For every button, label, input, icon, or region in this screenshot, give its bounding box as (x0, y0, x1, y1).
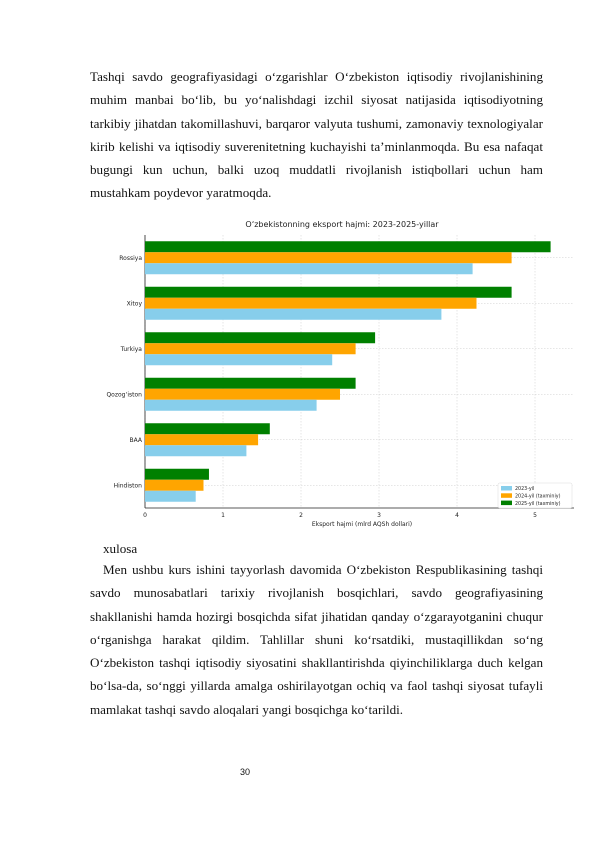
chart-gridlines (145, 235, 574, 508)
y-tick-label: Xitoy (126, 300, 142, 308)
body-paragraph-2: Men ushbu kurs ishini tayyorlash davomida O‘zbekiston Respublikasining tashqi savdo munosabatlari tarixiy rivojlanish bosqichlari, savdo geografiyasining shakllanishi hamda hozirgi bosqichda sifat jihatidan qanday o‘zgarayotganini chuqur o‘rganishga harakat qildim. Tahlillar shuni ko‘rsatdiki, mustaqillikdan so‘ng O‘zbekiston tashqi iqtisodiy siyosatini shakllantirishda qiyinchiliklarga duch kelgan bo‘lsa-da, so‘nggi yillarda amalga oshirilayotgan ochiq va faol tashqi siyosat tufayli mamlakat tashqi savdo aloqalari yangi bosqichga ko‘tarildi. (90, 562, 543, 717)
legend-swatch (501, 501, 512, 506)
bar-rossiya-1 (145, 252, 512, 263)
bar-xitoy-1 (145, 298, 477, 309)
bar-turkiya-1 (145, 343, 356, 354)
bar-baa-2 (145, 423, 270, 434)
legend-label: 2024-yil (taxminiy) (515, 494, 561, 500)
bar-qozogiston-2 (145, 378, 356, 389)
bar-xitoy-2 (145, 287, 512, 298)
bar-qozogiston-1 (145, 389, 340, 400)
chart-x-axis-label: Eksport hajmi (mlrd AQSh dollari) (311, 521, 413, 528)
y-tick-label: Hindiston (113, 482, 142, 490)
chart-bars (145, 241, 551, 502)
bar-xitoy-0 (145, 309, 441, 320)
x-tick-label: 4 (455, 512, 459, 519)
x-tick-label: 3 (377, 512, 381, 519)
chart-legend (498, 483, 572, 508)
x-tick-label: 2 (299, 512, 303, 519)
section-heading: xulosa (103, 541, 138, 556)
y-tick-label: Turkiya (120, 345, 142, 353)
y-tick-label: BAA (129, 436, 142, 444)
bar-hindiston-1 (145, 480, 204, 491)
export-volume-chart (100, 215, 585, 530)
bar-turkiya-2 (145, 332, 375, 343)
bar-hindiston-2 (145, 469, 209, 480)
chart-axes (145, 235, 574, 508)
bar-rossiya-2 (145, 241, 551, 252)
x-tick-label: 1 (221, 512, 225, 519)
bar-baa-0 (145, 445, 246, 456)
y-tick-label: Qozog‘iston (106, 391, 142, 399)
bar-baa-1 (145, 434, 258, 445)
bar-turkiya-0 (145, 354, 332, 365)
x-tick-label: 5 (533, 512, 537, 519)
chart-title: O‘zbekistonning eksport hajmi: 2023-2025-yillar (245, 220, 439, 229)
legend-label: 2023-yil (515, 487, 535, 493)
legend-swatch (501, 493, 512, 498)
body-paragraph-1: Tashqi savdo geografiyasidagi o‘zgarishlar O‘zbekiston iqtisodiy rivojlanishining muhim manbai bo‘lib, bu yo‘nalishdagi izchil siyosat natijasida iqtisodiyotning tarkibiy jihatdan takomillashuvi, barqaror valyuta tushumi, zamonaviy texnologiyalar kirib kelishi va iqtisodiy suverenitetning kuchayishi ta’minlanmoqda. Bu esa nafaqat bugungi kun uchun, balki uzoq muddatli rivojlanish istiqbollari uchun ham mustahkam poydevor yaratmoqda. (90, 69, 543, 201)
legend-label: 2025-yil (taxminiy) (515, 501, 561, 507)
bar-rossiya-0 (145, 263, 473, 274)
legend-swatch (501, 486, 512, 491)
x-tick-label: 0 (143, 512, 147, 519)
page-number: 30 (240, 767, 251, 777)
bar-hindiston-0 (145, 491, 196, 502)
y-tick-label: Rossiya (119, 254, 142, 262)
bar-qozogiston-0 (145, 400, 317, 411)
